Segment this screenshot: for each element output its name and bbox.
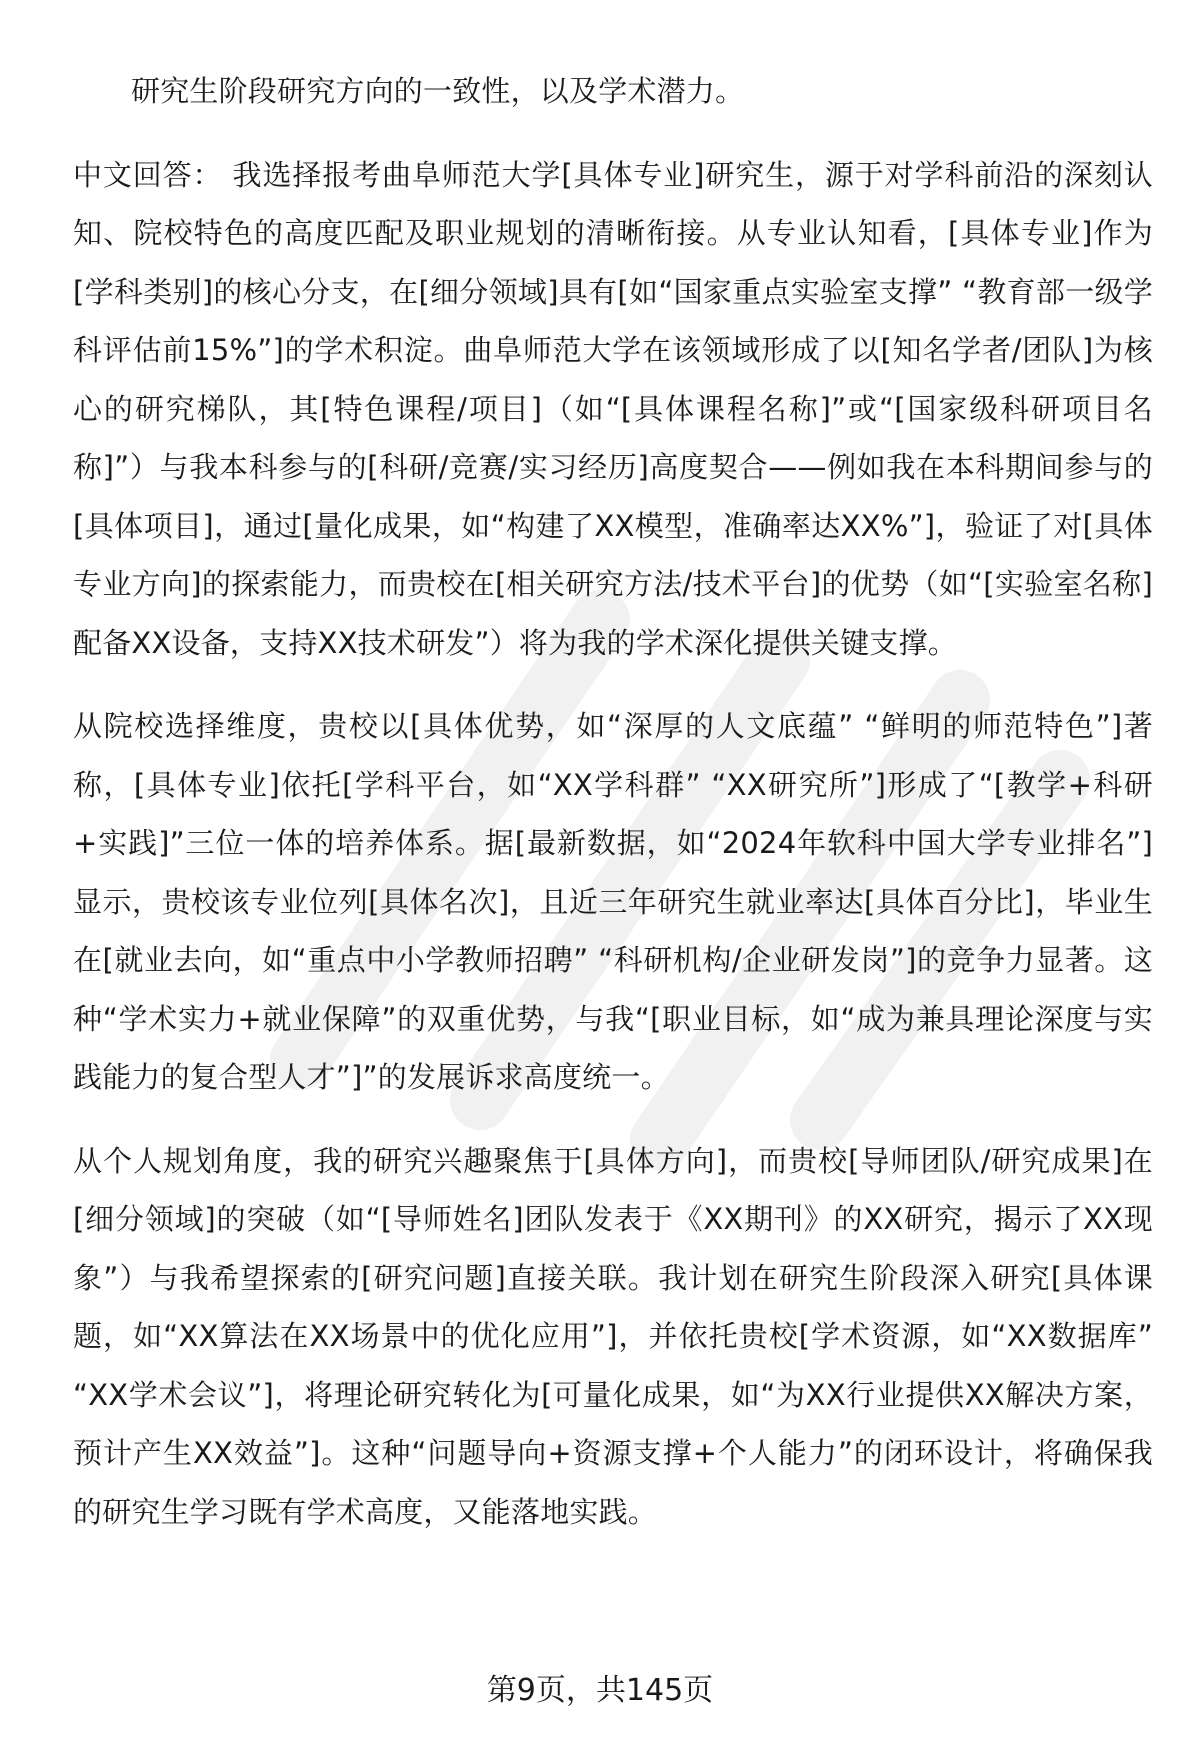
paragraph-personal-plan: 从个人规划角度，我的研究兴趣聚焦于[具体方向]，而贵校[导师团队/研究成果]在[细分领域]的突破（如“[导师姓名]团队发表于《XX期刊》的XX研究，揭示了XX现象”）与我希望探索的[研究问题]直接关联。我计划在研究生阶段深入研究[具体课题，如“XX算法在XX场景中的优化应用”]，并依托贵校[学术资源，如“XX数据库” “XX学术会议”]，将理论研究转化为[可量化成果，如“为XX行业提供XX解决方案，预计产生XX效益”]。这种“问题导向+资源支撑+个人能力”的闭环设计，将确保我的研究生学习既有学术高度，又能落地实践。 bbox=[73, 1143, 1153, 1529]
paragraph-answer-intro: 中文回答： 我选择报考曲阜师范大学[具体专业]研究生，源于对学科前沿的深刻认知、院校特色的高度匹配及职业规划的清晰衔接。从专业认知看，[具体专业]作为[学科类别]的核心分支，在[细分领域]具有[如“国家重点实验室支撑” “教育部一级学科评估前15%”]的学术积淀。曲阜师范大学在该领域形成了以[知名学者/团队]为核心的研究梯队，其[特色课程/项目]（如“[具体课程名称]”或“[国家级科研项目名称]”）与我本科参与的[科研/竞赛/实习经历]高度契合——例如我在本科期间参与的[具体项目]，通过[量化成果，如“构建了XX模型，准确率达XX%”]，验证了对[具体专业方向]的探索能力，而贵校在[相关研究方法/技术平台]的优势（如“[实验室名称]配备XX设备，支持XX技术研发”）将为我的学术深化提供关键支撑。 bbox=[73, 157, 1153, 660]
paragraph-continuation: 研究生阶段研究方向的一致性，以及学术潜力。 bbox=[131, 74, 745, 108]
paragraph-school-choice: 从院校选择维度，贵校以[具体优势，如“深厚的人文底蕴” “鲜明的师范特色”]著称，[具体专业]依托[学科平台，如“XX学科群” “XX研究所”]形成了“[教学+科研+实践]”三位一体的培养体系。据[最新数据，如“2024年软科中国大学专业排名”]显示，贵校该专业位列[具体名次]，且近三年研究生就业率达[具体百分比]，毕业生在[就业去向，如“重点中小学教师招聘” “科研机构/企业研发岗”]的竞争力显著。这种“学术实力+就业保障”的双重优势，与我“[职业目标，如“成为兼具理论深度与实践能力的复合型人才”]”的发展诉求高度统一。 bbox=[73, 709, 1153, 1094]
document-body bbox=[73, 62, 1153, 1566]
page-number: 第9页，共145页 bbox=[486, 1673, 714, 1708]
